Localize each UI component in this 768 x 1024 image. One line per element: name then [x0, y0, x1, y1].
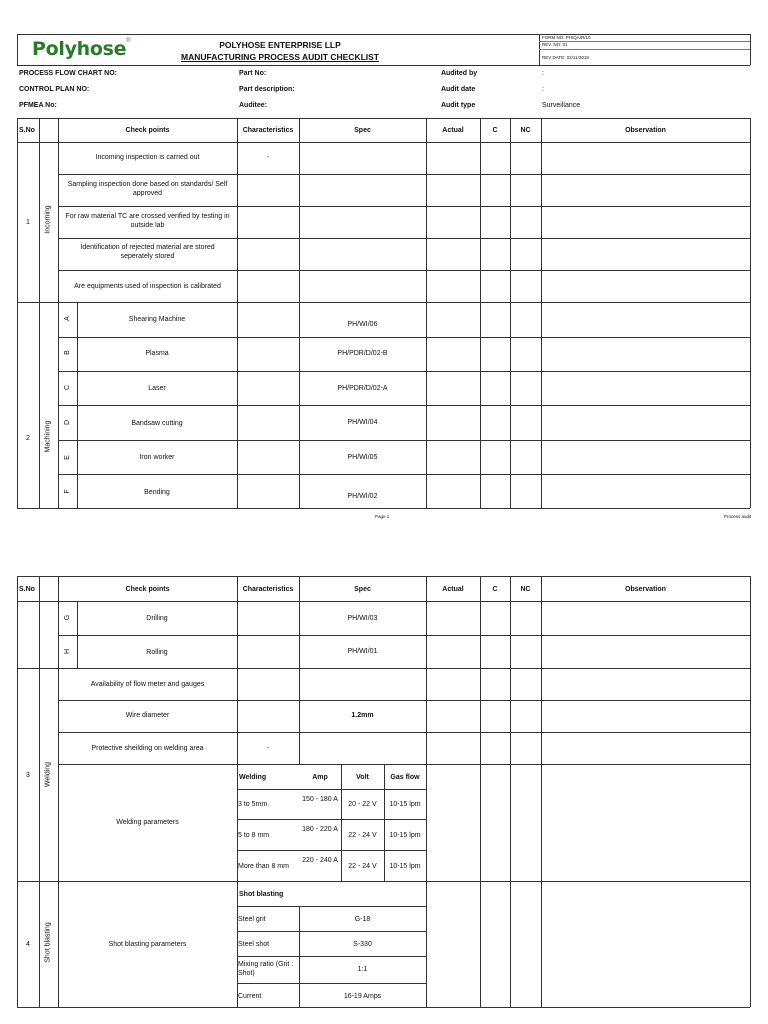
characteristic: - [266, 745, 270, 752]
param-cell: 3 to 5mm [238, 801, 268, 808]
characteristic: - [266, 154, 270, 161]
param-cell: 180 - 220 A [302, 826, 338, 833]
col-observation: Observation [625, 127, 666, 134]
check-point: Bandsaw cutting [131, 420, 183, 427]
param-header: Volt [356, 774, 369, 781]
check-point: Protective sheilding on welding area [91, 745, 204, 752]
spec-value: 1.2mm [351, 712, 374, 719]
param-cell: Steel shot [238, 941, 270, 948]
section-number: 4 [26, 941, 30, 948]
param-cell: More than 8 mm [238, 863, 289, 870]
param-cell: 22 - 24 V [348, 832, 377, 839]
param-cell: 10-15 lpm [389, 863, 421, 870]
section-number: 2 [26, 435, 30, 442]
check-point: Sampling inspection done based on standards/ Self approved [67, 181, 228, 197]
row-letter: F [64, 489, 71, 494]
form-no: FORM NO: PH/QA/R/10 [542, 35, 591, 40]
check-point: Iron worker [139, 454, 175, 461]
company-name: POLYHOSE ENTERPRISE LLP [219, 40, 341, 50]
col-actual: Actual [442, 586, 464, 593]
param-cell: 22 - 24 V [348, 863, 377, 870]
spec-value: PH/WI/03 [347, 615, 378, 622]
page-number: Page 1 [375, 514, 390, 519]
pfmea-no: PFMEA No: [19, 102, 57, 109]
param-cell: 1:1 [357, 966, 368, 973]
check-point: Drilling [146, 615, 168, 622]
rev-no: REV. NO: 01 [542, 42, 568, 47]
col-spec: Spec [354, 586, 371, 593]
check-point: Availability of flow meter and gauges [90, 681, 205, 688]
param-cell: S-330 [353, 941, 372, 948]
param-cell: 10-15 lpm [389, 801, 421, 808]
section-group-label: Welding [44, 761, 52, 788]
spec-value: PH/WI/02 [347, 493, 378, 500]
check-point: Shot blasting parameters [108, 941, 187, 948]
check-point: Identification of rejected material are stored seperately stored [80, 244, 215, 260]
spec-value: PH/PDR/D/02-B [337, 350, 388, 357]
col-observation: Observation [625, 586, 666, 593]
check-point: Wire diameter [125, 712, 170, 719]
col-sno: S.No [19, 127, 35, 134]
spec-value: PH/WI/05 [347, 454, 378, 461]
check-point: For raw material TC are crossed verified by testing in outside lab [65, 213, 230, 229]
param-cell: Mixing ratio (Grit : Shot) [238, 961, 294, 977]
col-sno: S.No [19, 586, 35, 593]
audit-date: Audit date [441, 86, 476, 93]
col-actual: Actual [442, 127, 464, 134]
param-cell: Current [238, 993, 262, 1000]
spec-value: PH/WI/04 [347, 419, 378, 426]
auditee: Auditee: [239, 102, 267, 109]
section-group-label: Machining [44, 420, 52, 453]
spec-value: PH/WI/06 [347, 321, 378, 328]
part-description: Part description: [239, 86, 295, 93]
check-point: Are equipments used of inspection is calibrated [74, 283, 221, 290]
param-cell: 220 - 240 A [302, 857, 338, 864]
audit-type: Audit type [441, 102, 476, 109]
check-point: Incoming inspection is carried out [95, 154, 200, 161]
param-cell: 150 - 180 A [302, 796, 338, 803]
spec-value: PH/WI/01 [347, 648, 378, 655]
col-spec: Spec [354, 127, 371, 134]
col-check-points: Check points [125, 127, 170, 134]
sheet-name: Process audit [724, 514, 752, 519]
welding-parameters-label: Welding parameters [116, 819, 179, 826]
company-logo: Polyhose® [32, 38, 131, 60]
col-characteristics: Characteristics [242, 127, 294, 134]
section-group-label: Incoming [44, 205, 52, 234]
col-c: C [492, 586, 498, 593]
row-letter: B [64, 350, 71, 355]
rev-date: REV DATE: 02/11/2019 [542, 55, 589, 60]
row-letter: G [64, 614, 71, 621]
spec-value: PH/PDR/D/02-A [337, 385, 388, 392]
control-plan-no: CONTROL PLAN NO: [19, 86, 90, 93]
col-check-points: Check points [125, 586, 170, 593]
row-letter: H [64, 648, 71, 655]
row-letter: C [64, 384, 71, 391]
check-point: Plasma [145, 350, 169, 357]
check-point: Rolling [146, 649, 168, 656]
col-c: C [492, 127, 498, 134]
param-cell: Steel grit [238, 916, 266, 923]
row-letter: A [64, 316, 71, 321]
audited-by-value: : [542, 70, 544, 77]
param-cell: G-18 [354, 916, 371, 923]
col-characteristics: Characteristics [242, 586, 294, 593]
audit-type-value: Surveillance [542, 102, 581, 109]
param-header: Welding [239, 774, 267, 781]
param-header: Gas flow [390, 774, 420, 781]
section-group-label: Shot blasting [44, 922, 52, 963]
section-number: 3 [26, 772, 30, 779]
row-letter: D [64, 419, 71, 426]
section-number: 1 [26, 219, 30, 226]
param-cell: 5 to 8 mm [238, 832, 270, 839]
param-cell: 16-19 Amps [343, 993, 382, 1000]
process-flow-chart-no: PROCESS FLOW CHART NO: [19, 70, 117, 77]
part-no: Part No: [239, 70, 267, 77]
row-letter: E [64, 455, 71, 460]
col-nc: NC [520, 586, 531, 593]
audit-date-value: : [542, 86, 544, 93]
col-nc: NC [520, 127, 531, 134]
page-title: MANUFACTURING PROCESS AUDIT CHECKLIST [180, 52, 380, 62]
param-cell: 10-15 lpm [389, 832, 421, 839]
param-header: Amp [312, 774, 328, 781]
shot-blasting-header: Shot blasting [239, 891, 284, 898]
audited-by: Audited by [441, 70, 478, 77]
check-point: Bending [144, 489, 170, 496]
param-cell: 20 - 22 V [348, 801, 377, 808]
check-point: Laser [148, 385, 166, 392]
check-point: Shearing Machine [128, 316, 186, 323]
